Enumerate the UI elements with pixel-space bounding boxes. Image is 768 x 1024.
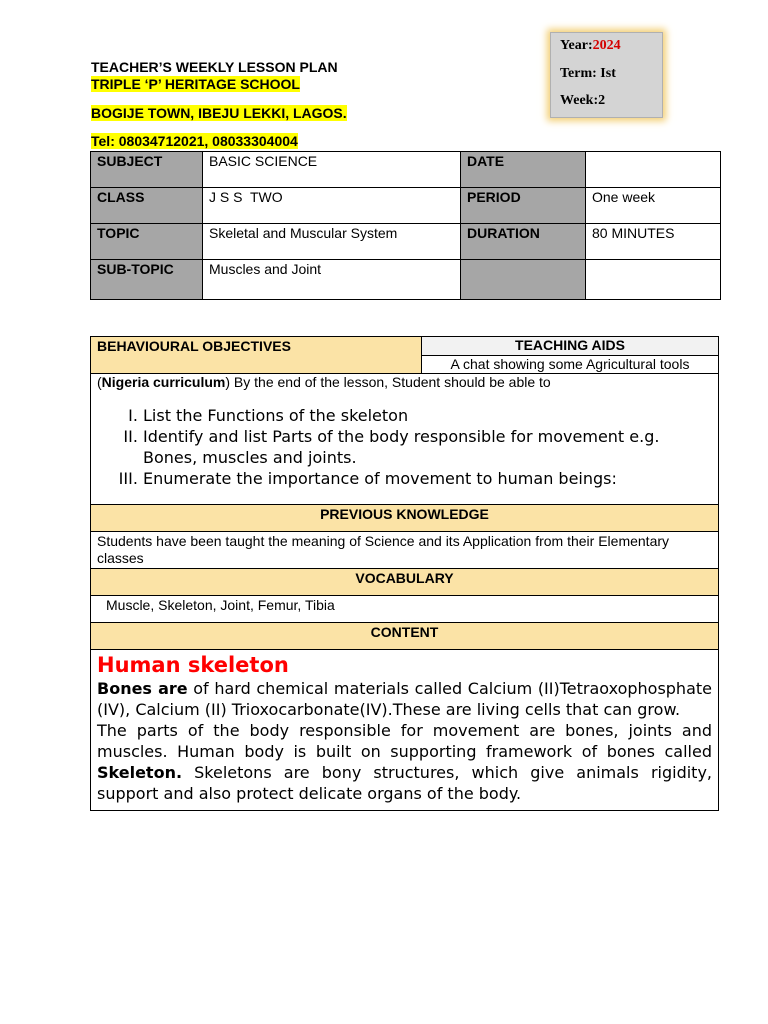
duration-value: 80 MINUTES (586, 224, 721, 260)
content-title: Human skeleton (97, 653, 289, 677)
date-label: DATE (461, 152, 586, 188)
previous-knowledge-text: Students have been taught the meaning of Science and its Application from their Elementary classes (91, 532, 719, 569)
teaching-aids-value: A chat showing some Agricultural tools (422, 355, 719, 374)
content-paragraph-2 (97, 720, 712, 804)
term-value: Term: Ist (560, 66, 616, 81)
period-value: One week (586, 188, 721, 224)
week-value: Week:2 (560, 93, 606, 108)
class-value: J S S TWO (203, 188, 461, 224)
paragraph-2-start: The parts of the body responsible for movement are bones, joints and muscles. Human body is built on supporting framework of bones called (97, 721, 712, 761)
school-name: TRIPLE ‘P’ HERITAGE SCHOOL (91, 76, 300, 92)
subject-label: SUBJECT (91, 152, 203, 188)
lesson-info-table (90, 151, 721, 300)
paragraph-1-text: of hard chemical materials called Calcium (II)Tetraoxophosphate (IV), Calcium (II) Trioxocarbonate(IV).These are living cells that can grow. (97, 679, 712, 719)
objective-item: III. Enumerate the importance of movement to human beings: (143, 468, 712, 489)
empty-label-cell (461, 260, 586, 300)
subject-value: BASIC SCIENCE (203, 152, 461, 188)
objective-item: II. Identify and list Parts of the body responsible for movement e.g. Bones, muscles and joints. (143, 426, 712, 468)
content-body (91, 650, 719, 811)
skeleton-term: Skeleton. (97, 763, 183, 782)
bones-term: Bones are (97, 679, 188, 698)
objectives-intro: By the end of the lesson, Student should be able to (230, 374, 551, 390)
objective-item: I. List the Functions of the skeleton (143, 405, 712, 426)
school-address: BOGIJE TOWN, IBEJU LEKKI, LAGOS. (91, 105, 347, 121)
teaching-aids-header: TEACHING AIDS (422, 337, 719, 356)
class-label: CLASS (91, 188, 203, 224)
school-tel: Tel: 08034712021, 08033304004 (91, 133, 298, 149)
vocabulary-header: VOCABULARY (91, 569, 719, 596)
subtopic-label: SUB-TOPIC (91, 260, 203, 300)
year-label: Year: (560, 38, 593, 53)
year-line (560, 38, 621, 54)
lesson-details-table (90, 336, 719, 811)
subtopic-value: Muscles and Joint (203, 260, 461, 300)
content-header: CONTENT (91, 623, 719, 650)
year-term-box (550, 32, 663, 118)
objectives-list (97, 405, 712, 489)
period-label: PERIOD (461, 188, 586, 224)
previous-knowledge-header: PREVIOUS KNOWLEDGE (91, 505, 719, 532)
vocabulary-text: Muscle, Skeleton, Joint, Femur, Tibia (91, 596, 719, 623)
objectives-body: (Nigeria curriculum) By the end of the lesson, Student should be able to I. List the Functions of the skeleton II. Identify and list Parts of the body responsible for movement e.g. Bones, muscles and joints. III. Enumerate the importance of movement to human beings: (91, 374, 719, 505)
curriculum-label: Nigeria curriculum (101, 374, 226, 390)
empty-value-cell (586, 260, 721, 300)
doc-title: TEACHER’S WEEKLY LESSON PLAN (91, 59, 338, 75)
duration-label: DURATION (461, 224, 586, 260)
objectives-header: BEHAVIOURAL OBJECTIVES (91, 337, 422, 374)
topic-value: Skeletal and Muscular System (203, 224, 461, 260)
content-paragraph-1 (97, 678, 712, 720)
year-value: 2024 (592, 38, 621, 53)
paragraph-2-rest: Skeletons are bony structures, which give animals rigidity, support and also protect delicate organs of the body. (97, 763, 712, 803)
topic-label: TOPIC (91, 224, 203, 260)
date-value (586, 152, 721, 188)
